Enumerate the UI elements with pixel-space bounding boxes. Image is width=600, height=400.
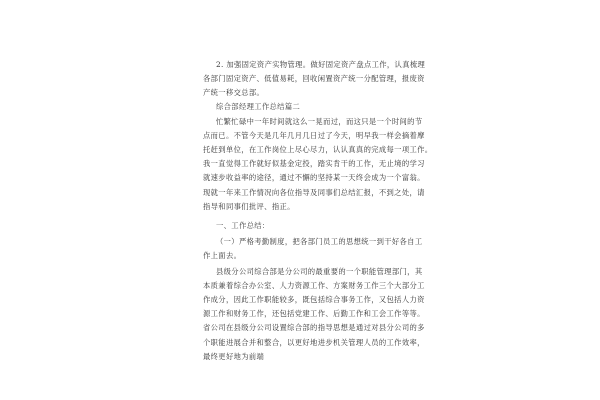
text-line: （一）严格考勤制度，把各部门员工的思想统一到干好各自工 bbox=[216, 237, 423, 246]
text-line: 个职能进展合并和整合，以更好地进步机关管理人员的工作效率， bbox=[203, 338, 425, 347]
text-line: 源工作和财务工作，还包括党建工作、后勤工作和工会工作等等。 bbox=[203, 309, 425, 318]
text-line: 托赶到单位，在工作岗位上尽心尽力，认认真真的完成每一项工作。 bbox=[203, 145, 433, 154]
text-line: 本质兼着综合办公室、人力资源工作、方案财务工作三个大部分工 bbox=[203, 281, 425, 290]
text-line: 就速步收益率的途径，通过不懈的坚持某一天终会成为一个富翁。 bbox=[203, 173, 425, 182]
text-line: 作上面去。 bbox=[203, 251, 242, 260]
text-line: 县级分公司综合部是分公司的最重要的一个职能管理部门，其 bbox=[216, 267, 423, 276]
text-line: 我一直觉得工作就好似基金定投，踏实肯干的工作，无止境的学习 bbox=[203, 159, 425, 168]
section-heading: 一、工作总结： bbox=[216, 221, 270, 230]
text-line: 省公司在县级分公司设置综合部的指导思想是通过对县分公司的多 bbox=[203, 323, 425, 332]
text-line: 作成分，因此工作职能较多，既包括综合事务工作，又包括人力资 bbox=[203, 295, 425, 304]
text-line: 最终更好地为前端 bbox=[203, 352, 265, 361]
text-line: 2. 加强固定资产实物管理。做好固定资产盘点工作，认真梳理 bbox=[216, 60, 426, 69]
text-line: 产统一移交总部。 bbox=[203, 88, 265, 97]
text-line: 现就一年来工作情况向各位指导及同事们总结汇报，不到之处，请 bbox=[203, 188, 425, 197]
text-line: 点而已。不管今天是几年几月几日过了今天，明早我一样会摘着摩 bbox=[203, 131, 425, 140]
text-line: 各部门固定资产、低值易耗，回收闲置资产统一分配管理，报废资 bbox=[203, 74, 425, 83]
section-heading: 综合部经理工作总结篇二 bbox=[216, 102, 301, 111]
text-line: 指导和同事们批评、指正。 bbox=[203, 202, 295, 211]
text-line: 忙繁忙碌中一年时间就这么一晃而过，而这只是一个时间的节 bbox=[216, 117, 423, 126]
